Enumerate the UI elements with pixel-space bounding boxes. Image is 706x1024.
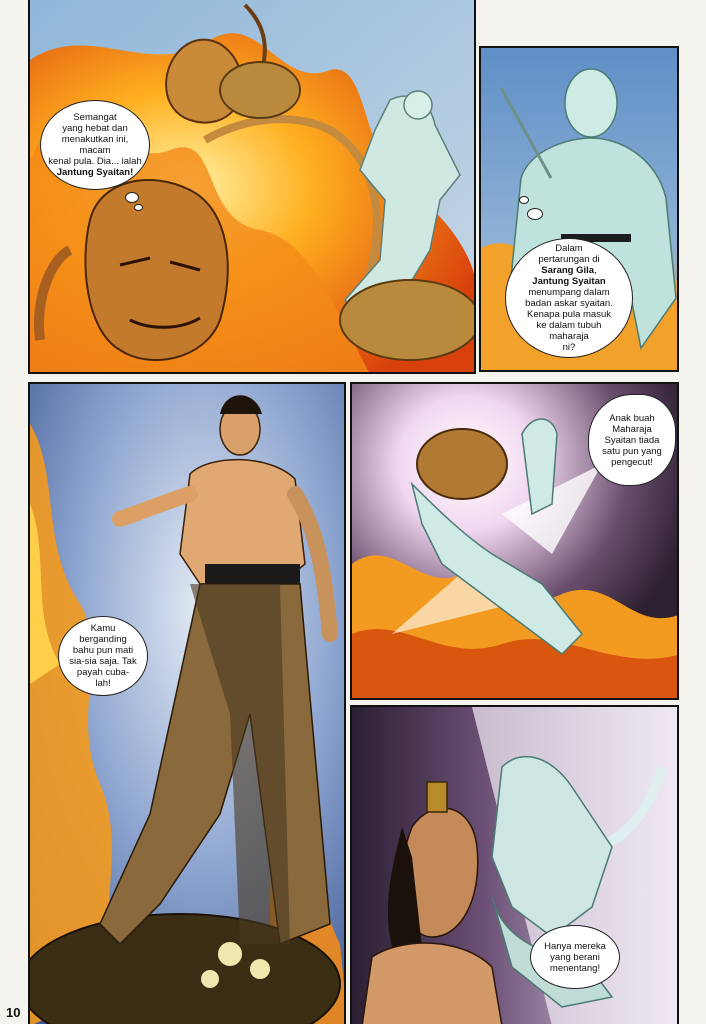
panel-5-art xyxy=(352,707,679,1024)
panel-1 xyxy=(28,0,476,374)
thought-dot xyxy=(134,204,143,211)
panel-5 xyxy=(350,705,679,1024)
speech-bubble-hanya-mereka: Hanya mereka yang berani menentang! xyxy=(530,925,620,989)
speech-bubble-jantung: Semangat yang hebat dan menakutkan ini, macam kenal pula. Dia... ialah Jantung Syaitan! xyxy=(40,100,150,190)
speech-bubble-anak-buah: Anak buah Maharaja Syaitan tiada satu pun yang pengecut! xyxy=(588,394,676,486)
panel-3-art xyxy=(30,384,346,1024)
thought-dot xyxy=(125,192,139,203)
panel-2 xyxy=(479,46,679,372)
speech-bubble-kamu: Kamu berganding bahu pun mati sia-sia saja. Tak payah cuba- lah! xyxy=(58,616,148,696)
thought-dot xyxy=(527,208,543,220)
page-number: 10 xyxy=(6,1005,21,1020)
panel-4 xyxy=(350,382,679,700)
thought-dot xyxy=(519,196,529,204)
speech-bubble-pertarungan: Dalam pertarungan di Sarang Gila, Jantung Syaitan menumpang dalam badan askar syaitan. Kenapa pula masuk ke dalam tubuh maharaja ni? xyxy=(505,238,633,358)
panel-3 xyxy=(28,382,346,1024)
